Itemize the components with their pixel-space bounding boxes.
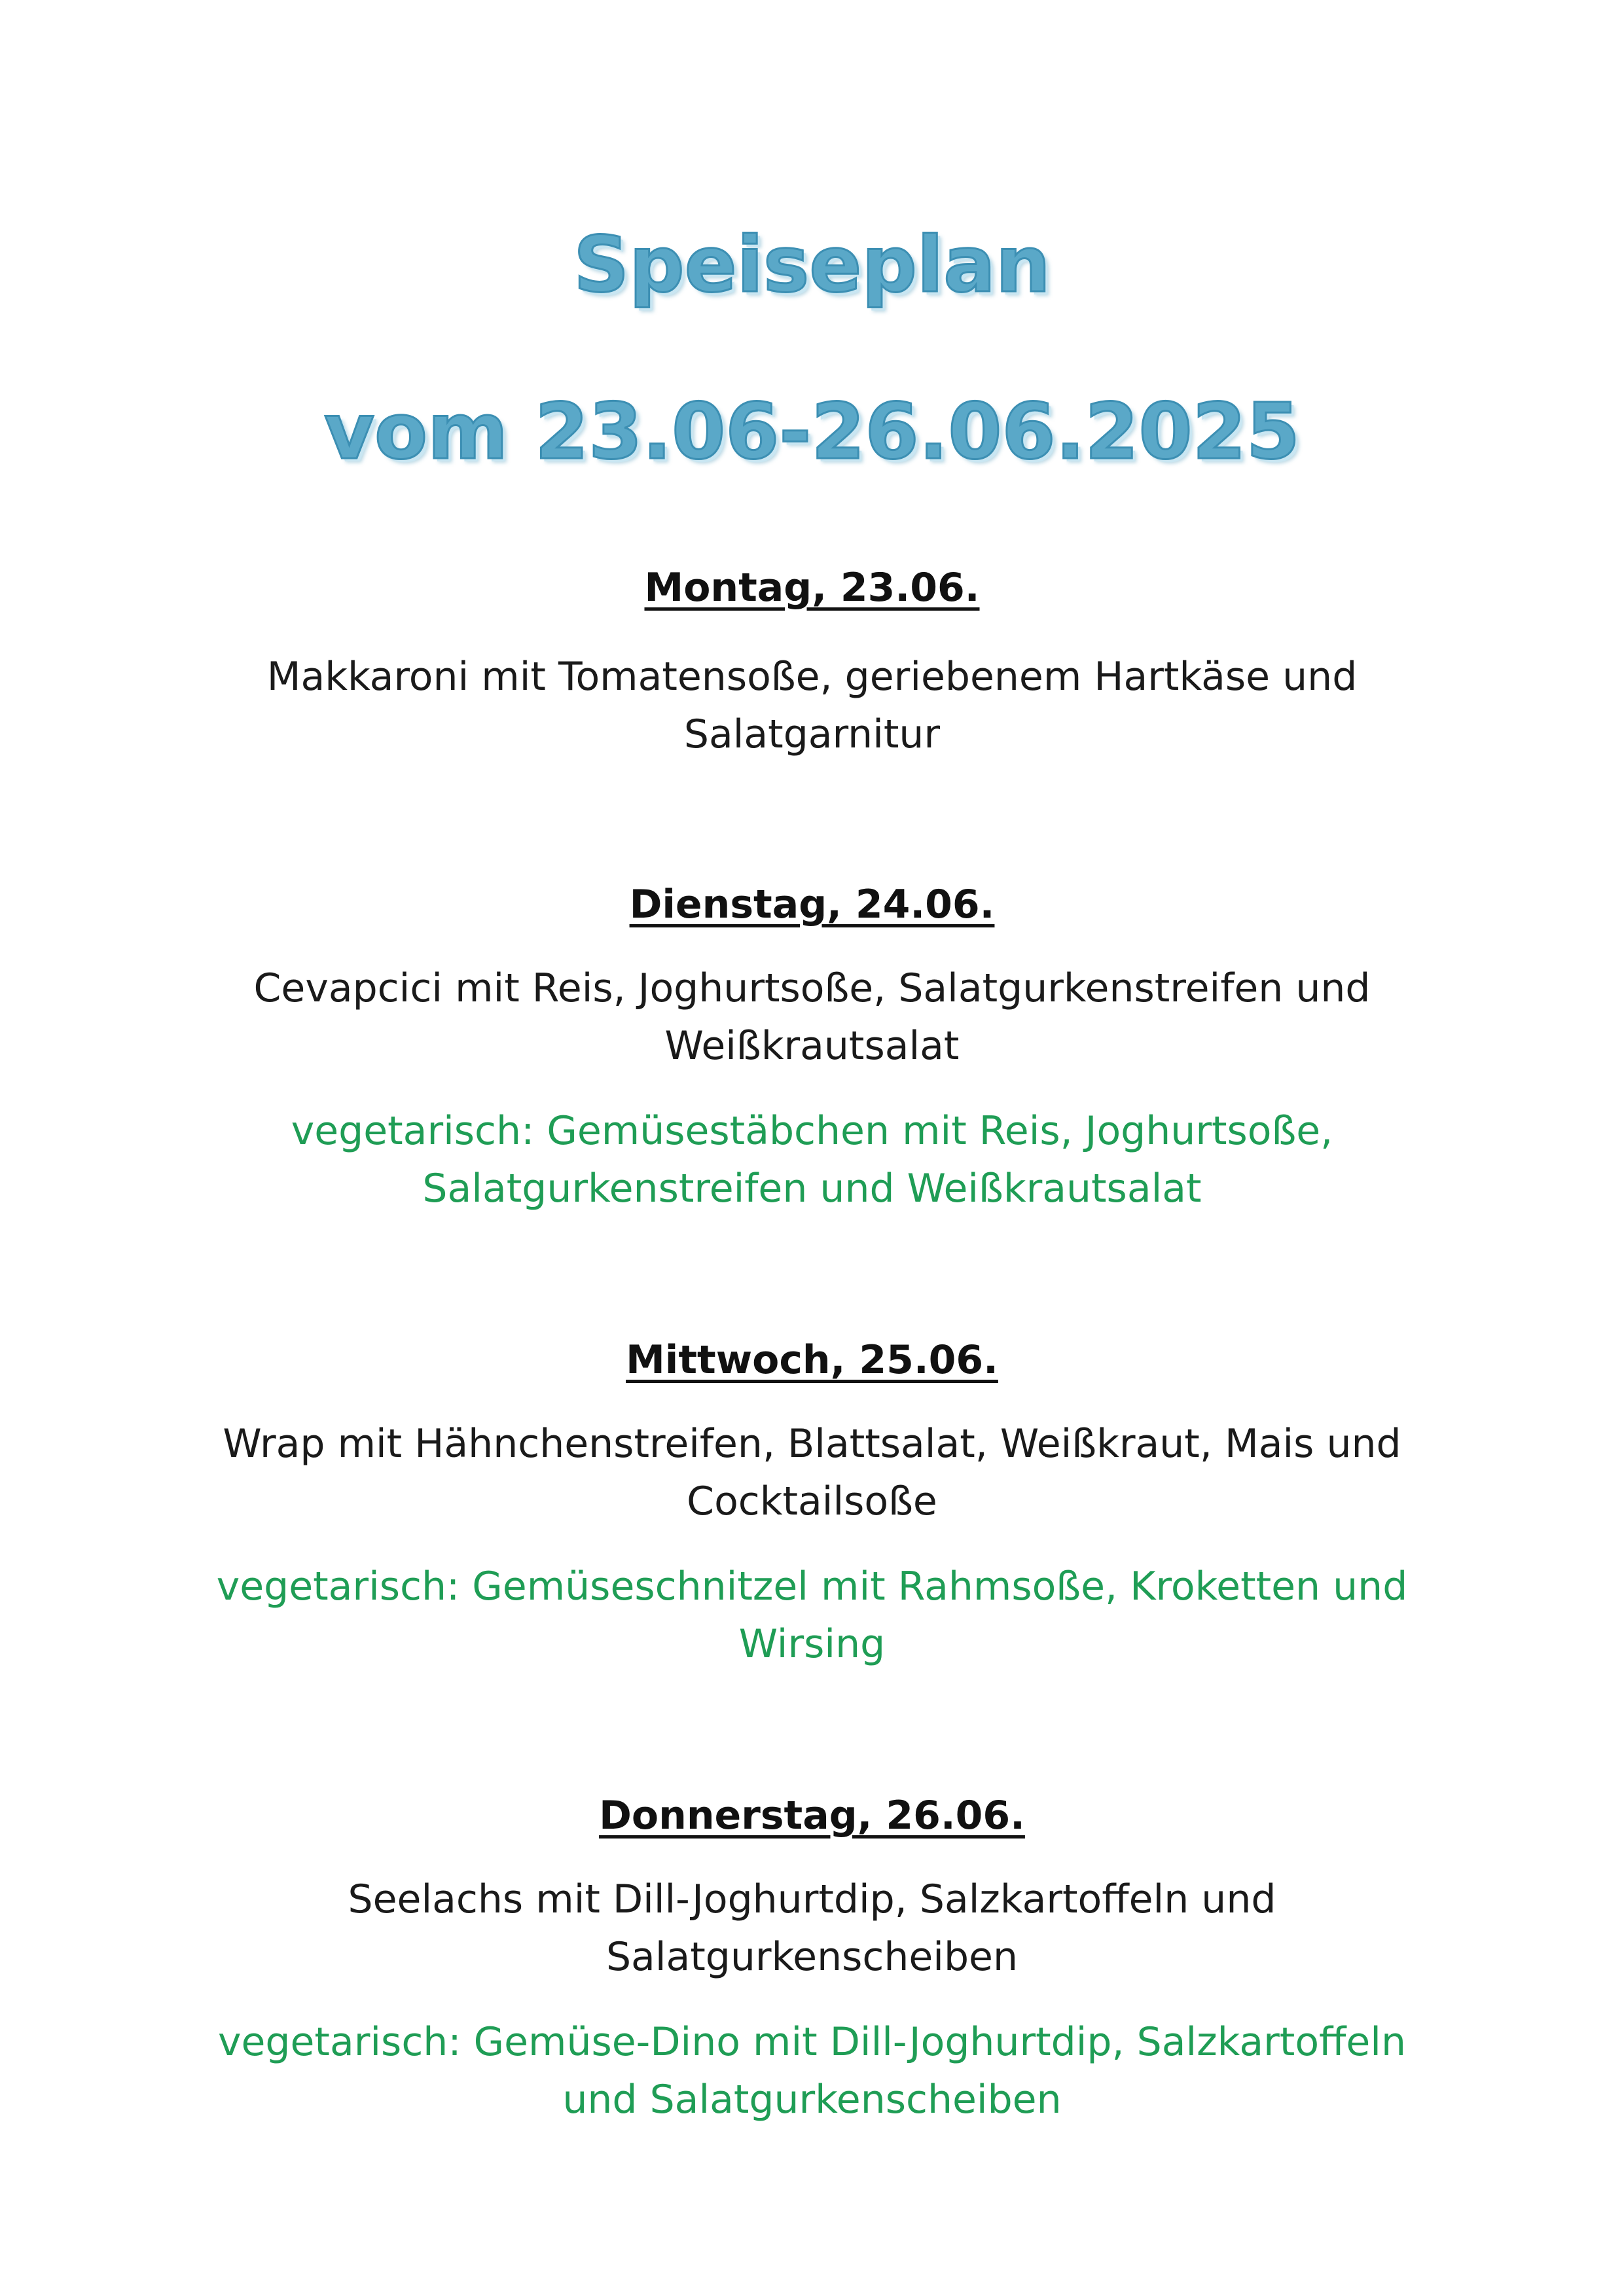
vegetarian-line: vegetarisch: Gemüsestäbchen mit Reis, Joghurtsoße, <box>291 1108 1333 1154</box>
vegetarian-wednesday <box>157 1558 1467 1673</box>
day-heading-wednesday: Mittwoch, 25.06. <box>626 1337 998 1383</box>
day-heading-tuesday: Dienstag, 24.06. <box>629 882 995 927</box>
meal-line: Makkaroni mit Tomatensoße, geriebenem Hartkäse und <box>266 654 1358 700</box>
day-heading-monday: Montag, 23.06. <box>644 565 980 611</box>
page-title: Speiseplan <box>573 219 1051 310</box>
meal-line: Salatgurkenscheiben <box>605 1934 1019 1980</box>
meal-line: Cocktailsoße <box>687 1479 937 1524</box>
day-heading-thursday: Donnerstag, 26.06. <box>599 1793 1025 1839</box>
vegetarian-tuesday <box>157 1102 1467 1217</box>
meal-tuesday <box>157 960 1467 1075</box>
meal-line: Seelachs mit Dill-Joghurtdip, Salzkartoffeln und <box>348 1876 1276 1922</box>
vegetarian-thursday <box>157 2013 1467 2128</box>
vegetarian-line: vegetarisch: Gemüseschnitzel mit Rahmsoße, Kroketten und <box>216 1564 1408 1609</box>
meal-line: Wrap mit Hähnchenstreifen, Blattsalat, Weißkraut, Mais und <box>223 1421 1401 1467</box>
vegetarian-line: und Salatgurkenscheiben <box>562 2077 1062 2123</box>
meal-line: Cevapcici mit Reis, Joghurtsoße, Salatgurkenstreifen und <box>253 965 1371 1011</box>
vegetarian-line: vegetarisch: Gemüse-Dino mit Dill-Joghurtdip, Salzkartoffeln <box>218 2019 1406 2065</box>
meal-thursday <box>157 1871 1467 1986</box>
meal-monday <box>157 648 1467 763</box>
vegetarian-line: Salatgurkenstreifen und Weißkrautsalat <box>422 1166 1202 1211</box>
date-range-title: vom 23.06-26.06.2025 <box>324 386 1300 476</box>
meal-line: Weißkrautsalat <box>664 1023 960 1069</box>
meal-line: Salatgarnitur <box>683 711 941 757</box>
vegetarian-line: Wirsing <box>738 1621 886 1667</box>
meal-wednesday <box>157 1415 1467 1530</box>
